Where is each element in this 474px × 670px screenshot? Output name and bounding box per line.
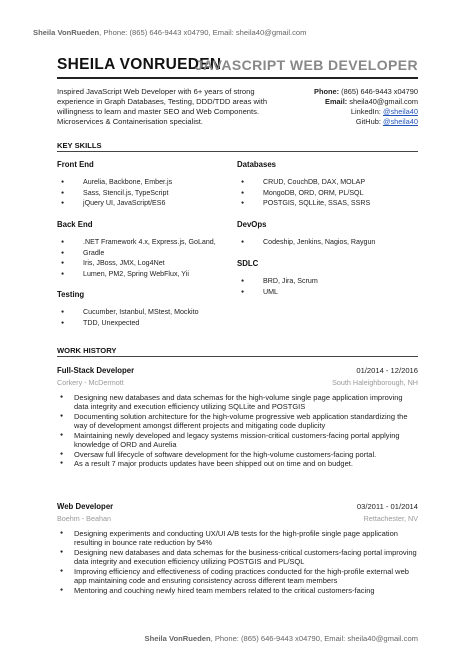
job-title: Full-Stack Developer: [57, 366, 135, 375]
skill-item-continuation: Gradle: [83, 248, 105, 257]
resume-title: JAVASCRIPT WEB DEVELOPER: [195, 57, 418, 73]
skill-group-databases-title: Databases: [237, 160, 277, 169]
email-label: Email:: [325, 97, 348, 107]
skill-item: [57, 248, 216, 259]
skill-list-backend: [57, 237, 216, 279]
linkedin-label: LinkedIn:: [350, 107, 381, 117]
skill-group-testing-title: Testing: [57, 290, 85, 299]
job-bullet: ● Designing new databases and data schemas for the business-critical customers-facing portal improving data integrity and execution efficiency utilizing POSTGIS and PL/SQL: [57, 548, 419, 567]
skill-list-sdlc: [237, 276, 318, 297]
skill-item: ● CRUD, CouchDB, DAX, MOLAP: [237, 177, 370, 188]
job-dates: 03/2011 - 01/2014: [356, 502, 418, 511]
skill-item: ● jQuery UI, JavaScript/ES6: [57, 198, 172, 209]
skill-item: ● TDD, Unexpected: [57, 318, 199, 329]
skill-group-backend-title: Back End: [57, 220, 93, 229]
contact-github: [314, 117, 418, 127]
skill-group-sdlc-title: SDLC: [237, 259, 259, 268]
skill-item: ● Sass, Stencil.js, TypeScript: [57, 188, 172, 199]
skill-list-frontend: [57, 177, 172, 209]
skill-list-testing: [57, 307, 199, 328]
contact-phone: [314, 87, 418, 97]
job-company: Corkery - McDermott: [57, 378, 124, 387]
work-heading: WORK HISTORY: [57, 346, 117, 355]
skill-item: ● MongoDB, ORD, ORM, PL/SQL: [237, 188, 370, 199]
skill-item: ● Aurelia, Backbone, Ember.js: [57, 177, 172, 188]
job-bullet: ● Oversaw full lifecycle of software development for the high-volume customers-facing portal.: [57, 450, 419, 459]
contact-linkedin: [314, 107, 418, 117]
skill-group-frontend-title: Front End: [57, 160, 94, 169]
contact-block: [314, 87, 418, 127]
github-label: GitHub:: [355, 117, 381, 127]
skill-group-devops-title: DevOps: [237, 220, 267, 229]
job-bullet: ● Maintaining newly developed and legacy systems mission-critical customers-facing portal applying knowledge of ORD and Aurelia: [57, 431, 419, 450]
job-bullet: ● Designing experiments and conducting UX/UI A/B tests for the high-profile single page application resulting in bounce rate reduction by 54%: [57, 529, 419, 548]
phone-value: (865) 646-9443 x04790: [341, 87, 418, 96]
footer-details: , Phone: (865) 646-9443 x04790, Email: sheila40@gmail.com: [210, 634, 418, 643]
skills-heading: KEY SKILLS: [57, 141, 102, 150]
job-bullet: ● Improving efficiency and effectiveness of coding practices conducted for the high-profile external web app maintaining code and ensuring consistency across different team members: [57, 567, 419, 586]
email-value: sheila40@gmail.com: [349, 97, 418, 107]
header-details: , Phone: (865) 646-9443 x04790, Email: sheila40@gmail.com: [99, 28, 307, 37]
job-bullet: ● Mentoring and couching newly hired team members related to the critical customers-facing: [57, 586, 419, 595]
job-bullets: [57, 529, 419, 595]
job-bullet: ● Designing new databases and data schemas for the high-volume single page application improving data integrity and execution efficiency utilizing SQLLite and POSTGIS: [57, 393, 419, 412]
job-bullets: [57, 393, 419, 469]
job-bullet: ● Documenting solution architecture for the high-volume progressive web application standardizing the way of development amongst different projects and mitigating code duplicity: [57, 412, 419, 431]
phone-label: Phone:: [314, 87, 340, 96]
running-header: [33, 28, 306, 37]
running-footer: [145, 634, 418, 643]
skill-item: ● POSTGIS, SQLLite, SSAS, SSRS: [237, 198, 370, 209]
job-title: Web Developer: [57, 502, 114, 511]
linkedin-link[interactable]: @sheila40: [382, 107, 418, 117]
job-location: South Haleighborough, NH: [332, 378, 418, 387]
title-divider: [57, 77, 418, 79]
header-name: Sheila VonRueden: [33, 28, 100, 37]
job-bullet: ● As a result 7 major products updates have been shipped out on time and on budget.: [57, 459, 419, 468]
job-location: Rettachester, NV: [363, 514, 418, 523]
skill-item: ● Cucumber, Istanbul, MStest, Mockito: [57, 307, 199, 318]
skill-item: ● UML: [237, 287, 318, 298]
contact-email: [314, 97, 418, 107]
skill-list-devops: [237, 237, 375, 248]
work-divider: [57, 356, 418, 357]
job-dates: 01/2014 - 12/2016: [356, 366, 418, 375]
skill-item: ● Lumen, PM2, Spring WebFlux, Yii: [57, 269, 216, 280]
skills-divider: [57, 151, 418, 152]
skill-list-databases: [237, 177, 370, 209]
skill-item: ● Codeship, Jenkins, Nagios, Raygun: [237, 237, 375, 248]
github-link[interactable]: @sheila40: [382, 117, 418, 127]
skill-item: ● .NET Framework 4.x, Express.js, GoLand,: [57, 237, 216, 248]
resume-name: SHEILA VONRUEDEN: [57, 56, 222, 73]
job-company: Boehm - Beahan: [57, 514, 111, 523]
summary-text: Inspired JavaScript Web Developer with 6+ years of strong experience in Graph Databases, Testing, DDD/TDD areas with willingness to learn and master SEO and Web Components. Microservices & Containerisation specialist.: [57, 87, 268, 127]
skill-item: ● Iris, JBoss, JMX, Log4Net: [57, 258, 216, 269]
footer-name: Sheila VonRueden: [144, 634, 211, 643]
skill-item: ● BRD, Jira, Scrum: [237, 276, 318, 287]
